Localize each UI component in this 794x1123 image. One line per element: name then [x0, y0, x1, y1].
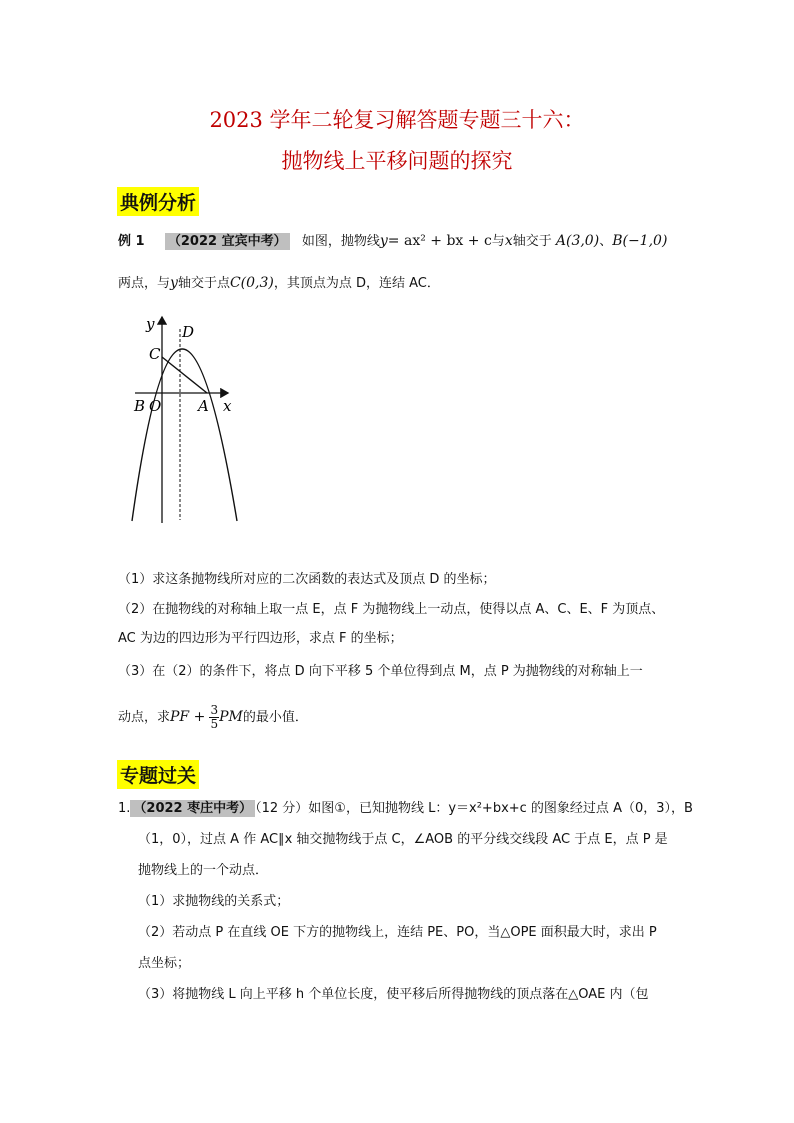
- question-2-line2: AC 为边的四边形为平行四边形，求点 F 的坐标；: [118, 631, 403, 646]
- parabola-figure: [120, 305, 260, 530]
- example-text: 轴交于: [512, 234, 552, 249]
- problem-1-sub3: （3）将抛物线 L 向上平移 h 个单位长度，使平移后所得抛物线的顶点落在△OAE 内（包: [138, 987, 649, 1002]
- question-3-line2: [118, 702, 308, 733]
- question-3-line1: （3）在（2）的条件下，将点 D 向下平移 5 个单位得到点 M，点 P 为抛物线的对称轴上一: [118, 664, 643, 679]
- problem-1-sub1: （1）求抛物线的关系式；: [138, 894, 290, 909]
- doc-title-line2: 抛物线上平移问题的探究: [281, 149, 513, 173]
- example-source-tag: （2022 宜宾中考）: [165, 233, 290, 250]
- question-2-line1: （2）在抛物线的对称轴上取一点 E，点 F 为抛物线上一动点，使得以点 A、C、E、F 为顶点、: [118, 602, 665, 617]
- problem-1-sub2-line1: （2）若动点 P 在直线 OE 下方的抛物线上，连结 PE、PO，当△OPE 面积最大时，求出 P: [138, 925, 657, 940]
- question-text: 的最小值．: [242, 710, 308, 725]
- question-1: （1）求这条抛物线所对应的二次函数的表达式及顶点 D 的坐标；: [118, 572, 496, 587]
- problem-1-sub2-line2: 点坐标；: [138, 956, 191, 971]
- x-variable: x: [504, 233, 513, 249]
- label-o: O: [149, 397, 162, 415]
- example-label: 例 1: [118, 234, 145, 249]
- question-text: 动点，求: [118, 710, 171, 725]
- fraction-denominator: 5: [210, 717, 219, 731]
- label-y: y: [146, 315, 155, 333]
- doc-title-line1: 2023 学年二轮复习解答题专题三十六：: [209, 108, 585, 132]
- label-d: D: [182, 323, 195, 341]
- point-a: A(3,0): [555, 233, 600, 249]
- equation-y: y: [379, 233, 388, 249]
- y-variable: y: [170, 275, 178, 291]
- example-text: ，其顶点为点 D，连结 AC．: [273, 276, 440, 291]
- example-statement-line2: [118, 274, 440, 293]
- problem-text: （12 分）如图①，已知抛物线 L：y＝x²+bx+c 的图象经过点 A（0，3），B: [255, 801, 693, 816]
- label-a: A: [198, 397, 209, 415]
- equation-rhs: = ax² + bx + c: [387, 233, 492, 249]
- example-text: 与: [491, 234, 505, 249]
- example-statement-line1: [118, 232, 667, 251]
- label-x: x: [223, 397, 232, 415]
- fraction-three-fifths: [209, 704, 219, 731]
- point-c: C(0,3): [229, 275, 274, 291]
- label-b: B: [134, 397, 146, 415]
- example-text: 轴交于点: [177, 276, 230, 291]
- fraction-numerator: 3: [210, 703, 219, 717]
- expr-pf: PF +: [170, 709, 206, 725]
- problem-number: 1.: [118, 801, 131, 816]
- label-c: C: [149, 345, 161, 363]
- problem-source-tag: （2022 枣庄中考）: [130, 800, 255, 817]
- section-heading-examples: 典例分析: [117, 187, 199, 216]
- point-b: B(−1,0): [612, 233, 668, 249]
- problem-1-line3: 抛物线上的一个动点．: [138, 863, 269, 878]
- separator: 、: [599, 234, 613, 249]
- example-text: 如图，抛物线: [301, 234, 380, 249]
- problem-1-line2: （1，0），过点 A 作 AC∥x 轴交抛物线于点 C，∠AOB 的平分线交线段 AC 于点 E，点 P 是: [138, 832, 668, 847]
- problem-1-line1: [118, 800, 693, 818]
- section-heading-practice: 专题过关: [117, 760, 199, 789]
- segment-ac: [162, 357, 207, 393]
- expr-pm: PM: [219, 709, 243, 725]
- example-text: 两点，与: [118, 276, 171, 291]
